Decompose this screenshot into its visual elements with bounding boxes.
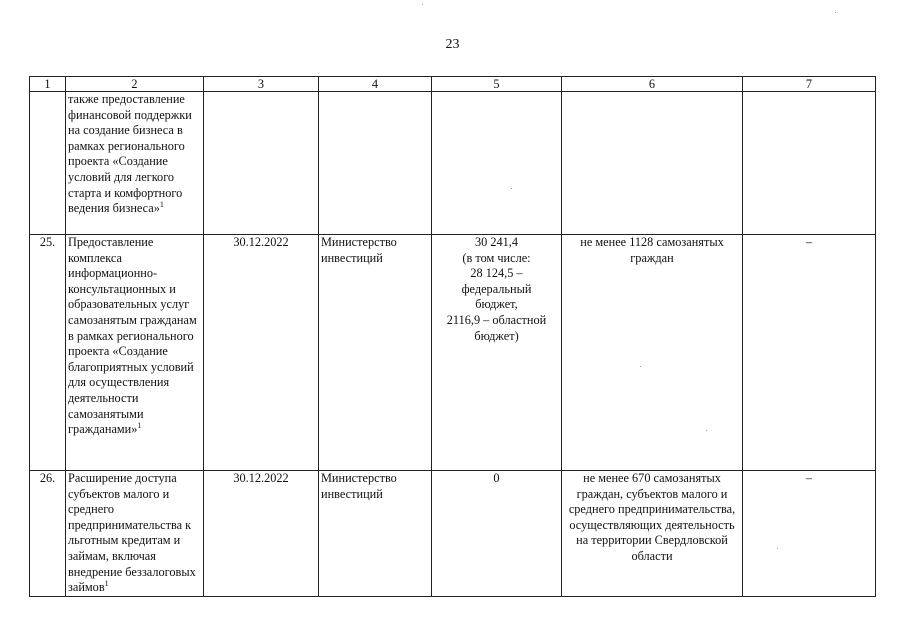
deadline-cell: 30.12.2022 — [204, 235, 319, 471]
note-cell — [743, 92, 876, 235]
measure-name-cell — [66, 471, 204, 597]
column-number-header-row — [30, 77, 876, 92]
financing-cell: 0 — [432, 471, 562, 597]
result-cell: не менее 670 самозанятых граждан, субъектов малого и среднего предпринимательства, осуществляющих деятельность на территории Свердловской области — [562, 471, 743, 597]
executor-cell — [319, 92, 432, 235]
note-cell: – — [743, 471, 876, 597]
scan-speck — [706, 430, 707, 431]
deadline-cell: 30.12.2022 — [204, 471, 319, 597]
scan-speck — [422, 4, 423, 5]
financing-cell — [432, 92, 562, 235]
column-header-5: 5 — [432, 77, 562, 92]
row-number-cell: 26. — [30, 471, 66, 597]
column-header-6: 6 — [562, 77, 743, 92]
scan-speck — [835, 12, 836, 13]
column-header-2: 2 — [66, 77, 204, 92]
result-cell: не менее 1128 самозанятых граждан — [562, 235, 743, 471]
result-cell — [562, 92, 743, 235]
footnote-marker: 1 — [137, 421, 142, 431]
footnote-marker: 1 — [159, 200, 164, 210]
row-number-cell — [30, 92, 66, 235]
scan-speck — [511, 188, 512, 189]
executor-cell: Министерство инвестиций — [319, 471, 432, 597]
page-number: 23 — [445, 37, 460, 52]
measure-name-text: Предоставление комплекса информационно-консультационных и образовательных услуг самозанятым гражданам в рамках регионального проекта «Создание благоприятных условий для осуществления деятельности самозанятыми гражданами» — [68, 235, 197, 437]
column-header-1: 1 — [30, 77, 66, 92]
column-header-4: 4 — [319, 77, 432, 92]
row-number-cell: 25. — [30, 235, 66, 471]
footnote-marker: 1 — [104, 579, 109, 589]
scan-speck — [777, 548, 778, 549]
table-row-continuation — [30, 92, 876, 235]
executor-cell: Министерство инвестиций — [319, 235, 432, 471]
column-header-3: 3 — [204, 77, 319, 92]
financing-cell: 30 241,4 (в том числе: 28 124,5 – федеральный бюджет, 2116,9 – областной бюджет) — [432, 235, 562, 471]
table-row — [30, 235, 876, 471]
measure-name-text: также предоставление финансовой поддержки на создание бизнеса в рамках регионального проекта «Создание условий для легкого старта и комфортного ведения бизнеса» — [68, 92, 192, 216]
measures-table — [29, 76, 876, 597]
column-header-7: 7 — [743, 77, 876, 92]
measure-name-text: Расширение доступа субъектов малого и среднего предпринимательства к льготным кредитам и займам, включая внедрение беззалоговых займов — [68, 471, 196, 595]
deadline-cell — [204, 92, 319, 235]
table-row — [30, 471, 876, 597]
note-cell: – — [743, 235, 876, 471]
measure-name-cell — [66, 235, 204, 471]
measure-name-cell — [66, 92, 204, 235]
scan-speck — [640, 366, 641, 367]
